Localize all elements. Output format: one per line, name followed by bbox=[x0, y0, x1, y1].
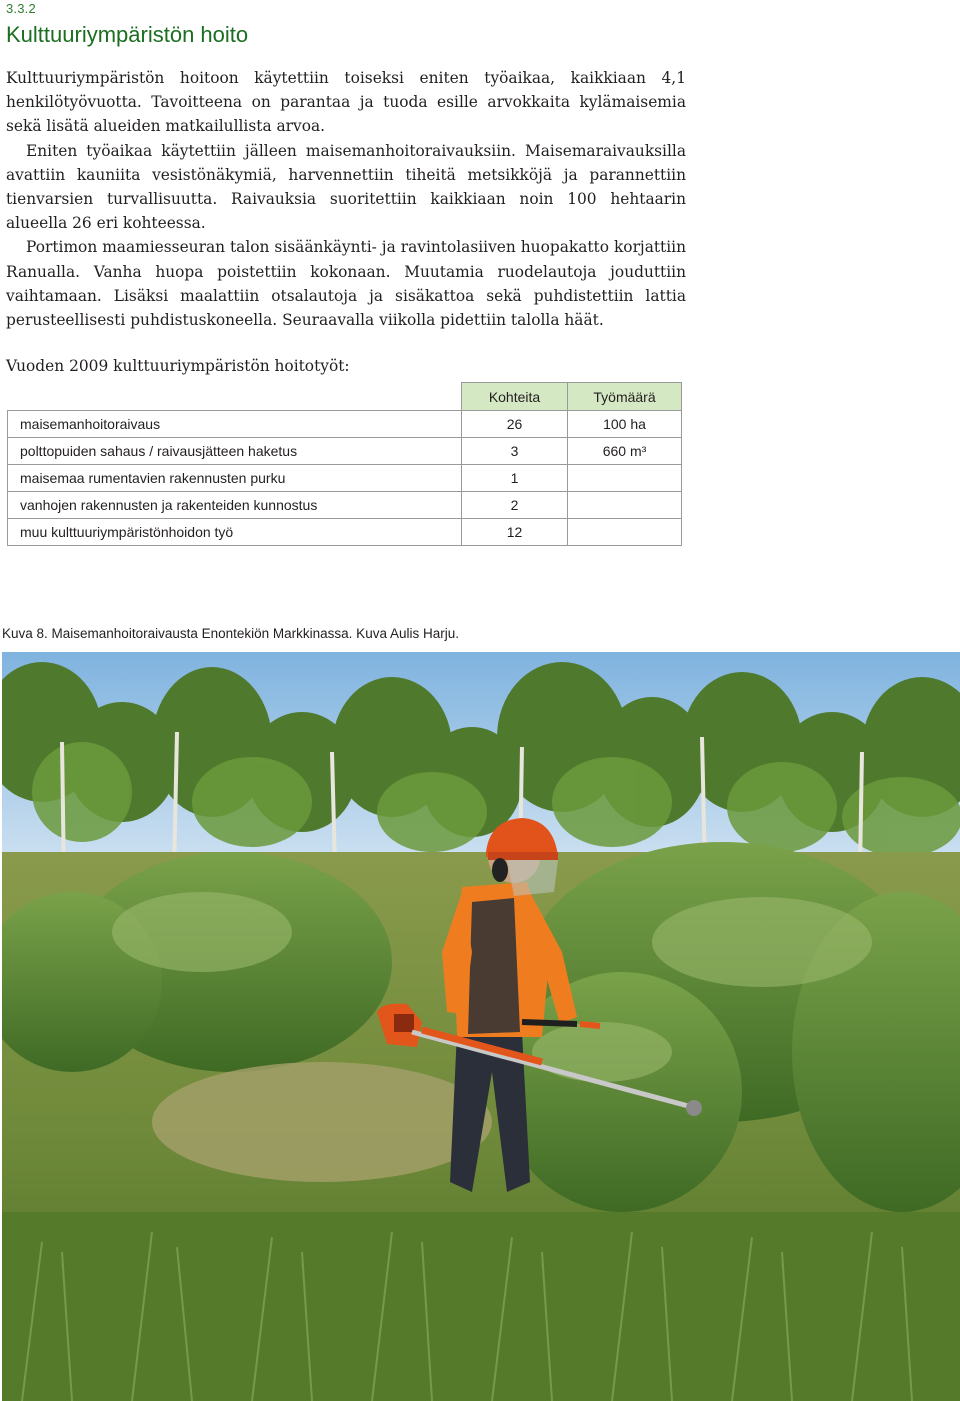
row-task: polttopuiden sahaus / raivausjätteen haketus bbox=[8, 438, 462, 465]
paragraph-2: Eniten työaikaa käytettiin jälleen maisemanhoitoraivauksiin. Maisemaraivauksilla avattiin kauniita vesistönäkymiä, harvennettiin tiheitä metsikköjä ja parannettiin tienvarsien turvallisuutta. Raivauksia suoritettiin kaikkiaan noin 100 hehtaarin alueella 26 eri kohteessa. bbox=[6, 141, 686, 233]
row-count: 2 bbox=[462, 492, 568, 519]
row-volume bbox=[568, 492, 682, 519]
table-row bbox=[8, 411, 682, 438]
header-count: Kohteita bbox=[462, 383, 568, 411]
row-count: 26 bbox=[462, 411, 568, 438]
row-count: 12 bbox=[462, 519, 568, 546]
paragraph-3: Portimon maamiesseuran talon sisäänkäynti- ja ravintolasiiven huopakatto korjattiin Ranualla. Vanha huopa poistettiin kokonaan. Muutamia ruodelautoja jouduttiin vaihtamaan. Lisäksi maalattiin otsalautoja ja sisäkattoa sekä puhdistettiin lattia perusteellisesti puhdistuskoneella. Seuraavalla viikolla pidettiin talolla häät. bbox=[6, 238, 686, 330]
row-volume: 660 m³ bbox=[568, 438, 682, 465]
photo-caption: Kuva 8. Maisemanhoitoraivausta Enontekiön Markkinassa. Kuva Aulis Harju. bbox=[2, 626, 459, 641]
row-count: 3 bbox=[462, 438, 568, 465]
clearing-photo bbox=[2, 652, 960, 1401]
table-header-row bbox=[8, 383, 682, 411]
body-text bbox=[6, 66, 686, 332]
header-task bbox=[8, 383, 462, 411]
row-task: muu kulttuuriympäristönhoidon työ bbox=[8, 519, 462, 546]
header-volume: Työmäärä bbox=[568, 383, 682, 411]
table-row bbox=[8, 492, 682, 519]
paragraph-1: Kulttuuriympäristön hoitoon käytettiin toiseksi eniten työaikaa, kaikkiaan 4,1 henkilötyövuotta. Tavoitteena on parantaa ja tuoda esille arvokkaita kylämaisemia sekä lisätä alueiden matkailullista arvoa. bbox=[6, 69, 686, 136]
maintenance-table bbox=[7, 382, 682, 546]
table-caption: Vuoden 2009 kulttuuriympäristön hoitotyöt: bbox=[6, 357, 350, 375]
table-row bbox=[8, 438, 682, 465]
row-count: 1 bbox=[462, 465, 568, 492]
section-number: 3.3.2 bbox=[6, 1, 36, 16]
row-task: vanhojen rakennusten ja rakenteiden kunnostus bbox=[8, 492, 462, 519]
row-task: maisemaa rumentavien rakennusten purku bbox=[8, 465, 462, 492]
section-title: Kulttuuriympäristön hoito bbox=[6, 22, 249, 47]
row-volume bbox=[568, 519, 682, 546]
table-row bbox=[8, 465, 682, 492]
row-volume: 100 ha bbox=[568, 411, 682, 438]
row-task: maisemanhoitoraivaus bbox=[8, 411, 462, 438]
table-row bbox=[8, 519, 682, 546]
row-volume bbox=[568, 465, 682, 492]
